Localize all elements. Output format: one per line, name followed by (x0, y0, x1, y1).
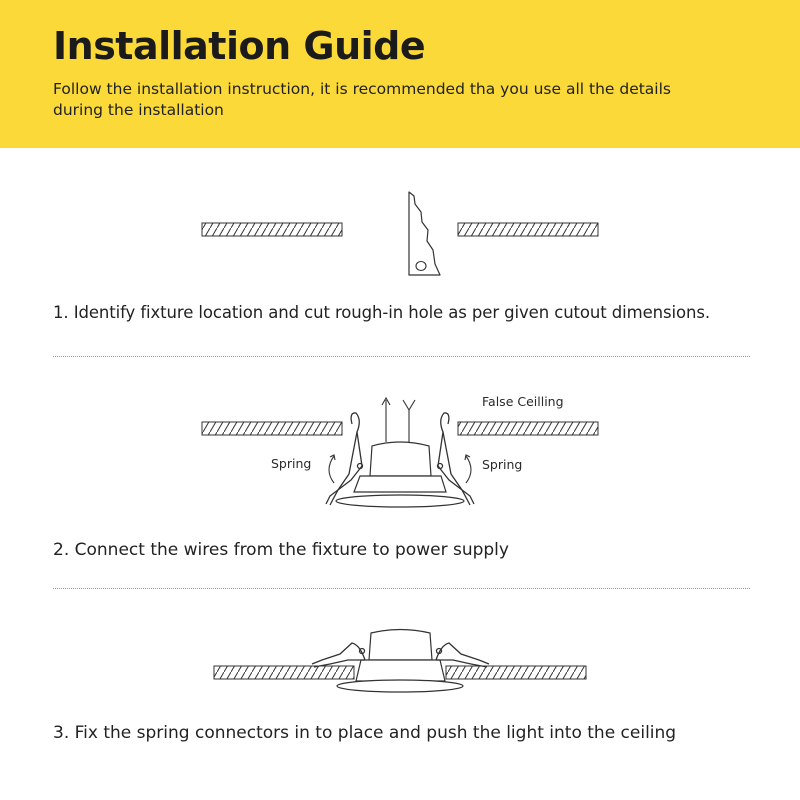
power-wire-icon (382, 398, 415, 442)
step-3-illustration (0, 620, 800, 700)
step-3-text: 3. Fix the spring connectors in to place and push the light into the ceiling (53, 723, 677, 743)
spring-clip-right-icon (436, 643, 489, 667)
spring-label-left: Spring (271, 456, 312, 471)
step-2-illustration (0, 385, 800, 515)
step-2-text: 2. Connect the wires from the fixture to power supply (53, 540, 509, 560)
downlight-fixture-icon (337, 630, 463, 693)
rotate-arrow-right-icon (465, 455, 471, 483)
page-title: Installation Guide (53, 24, 426, 68)
false-ceiling-label: False Ceilling (482, 394, 564, 409)
page-subtitle: Follow the installation instruction, it is recommended tha you use all the details during the installation (53, 80, 671, 119)
header-banner (0, 0, 800, 148)
ceiling-panel-left (214, 666, 354, 679)
divider (53, 588, 750, 589)
ceiling-panel-right (446, 666, 586, 679)
ceiling-panel-right (458, 223, 598, 236)
spring-label-right: Spring (482, 457, 523, 472)
ceiling-panel-left (202, 422, 342, 435)
ceiling-panel-right (458, 422, 598, 435)
spring-clip-left-icon (312, 643, 365, 667)
divider (53, 356, 750, 357)
cutting-tool-icon (409, 192, 440, 275)
rotate-arrow-left-icon (329, 455, 335, 483)
step-1-illustration (0, 180, 800, 290)
step-1-text: 1. Identify fixture location and cut rough-in hole as per given cutout dimensions. (53, 303, 711, 322)
ceiling-panel-left (202, 223, 342, 236)
